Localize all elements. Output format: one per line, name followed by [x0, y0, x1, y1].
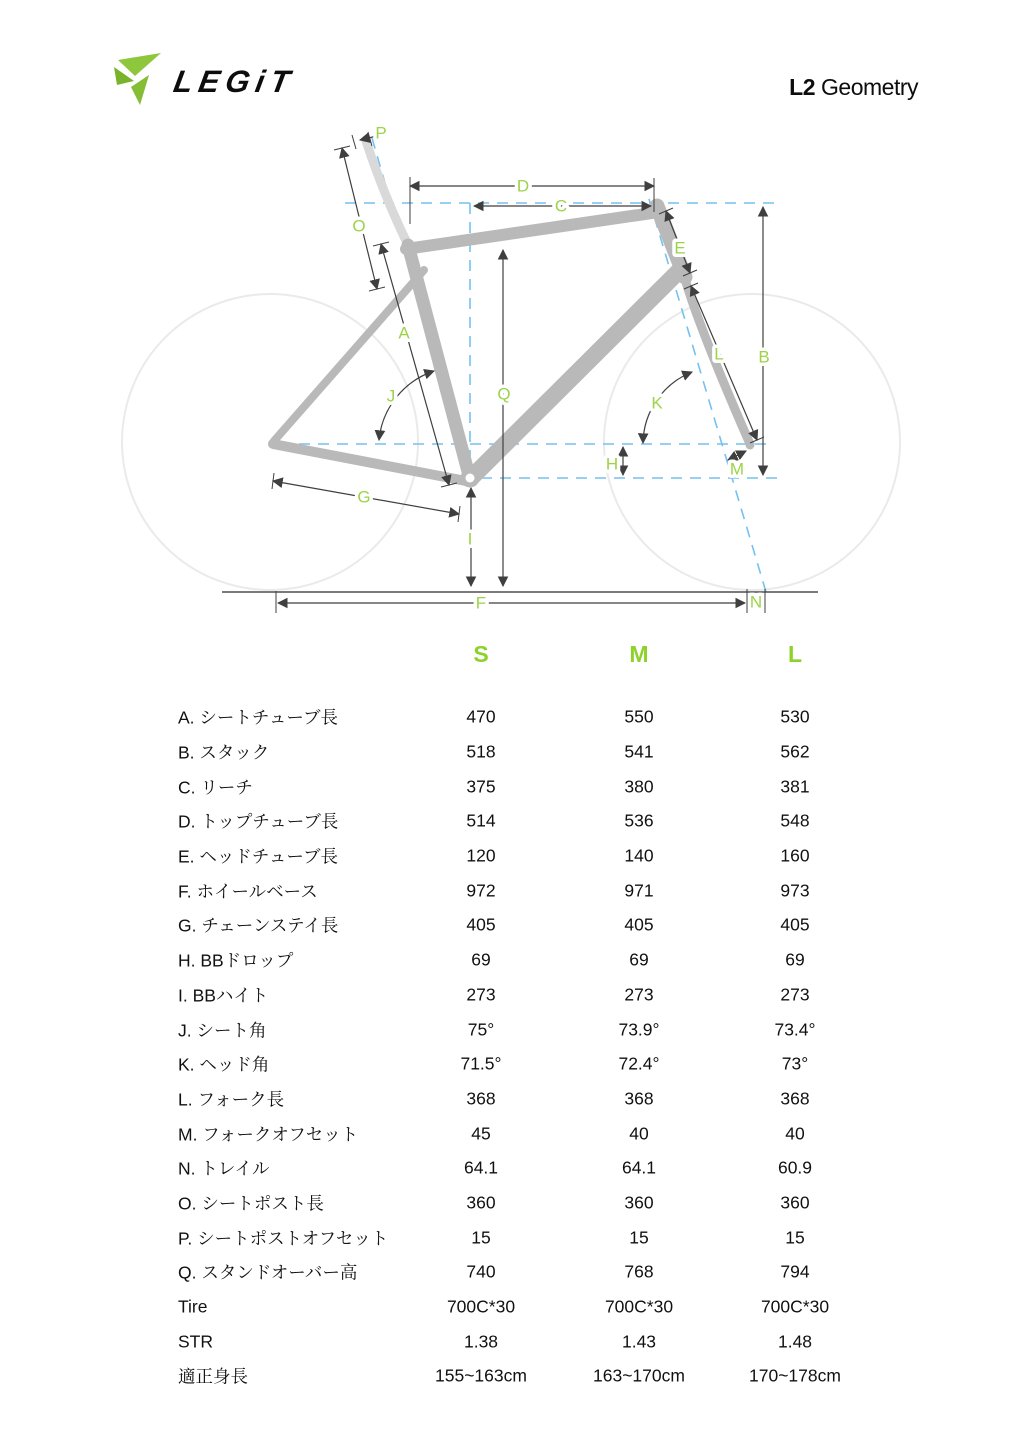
row-value-s: 120 — [466, 845, 496, 866]
row-label: C. リーチ — [178, 777, 253, 798]
row-value-l: 170~178cm — [749, 1365, 841, 1386]
row-value-m: 1.43 — [621, 1331, 657, 1352]
dim-label-m: M — [729, 459, 745, 479]
row-value-m: 72.4° — [618, 1053, 660, 1074]
table-row — [0, 1255, 1024, 1290]
row-value-m: 768 — [624, 1261, 654, 1282]
dim-label-f: F — [475, 593, 487, 613]
row-value-m: 360 — [624, 1192, 654, 1213]
row-label: STR — [178, 1331, 213, 1352]
dim-label-d: D — [516, 176, 530, 196]
table-row — [0, 839, 1024, 874]
table-row — [0, 873, 1024, 908]
row-value-l: 368 — [780, 1088, 810, 1109]
row-value-m: 163~170cm — [593, 1365, 685, 1386]
table-row — [0, 1186, 1024, 1221]
row-value-l: 160 — [780, 845, 810, 866]
row-value-l: 381 — [780, 776, 810, 797]
row-label: O. シートポスト長 — [178, 1193, 324, 1214]
dim-arc-j — [379, 371, 434, 440]
row-value-s: 75° — [467, 1019, 495, 1040]
row-value-m: 368 — [624, 1088, 654, 1109]
table-row — [0, 978, 1024, 1013]
geometry-table-body — [0, 700, 1024, 1394]
row-value-m: 73.9° — [618, 1019, 660, 1040]
row-label: L. フォーク長 — [178, 1089, 285, 1110]
row-value-s: 700C*30 — [446, 1296, 516, 1317]
dimension-lines — [272, 132, 765, 613]
top-tube — [406, 212, 659, 249]
dim-label-j: J — [386, 386, 396, 406]
seatpost — [366, 141, 409, 247]
row-value-l: 360 — [780, 1192, 810, 1213]
row-value-s: 155~163cm — [435, 1365, 527, 1386]
row-value-m: 550 — [624, 706, 654, 727]
table-row — [0, 1012, 1024, 1047]
dim-label-k: K — [651, 393, 663, 413]
row-value-s: 1.38 — [463, 1331, 499, 1352]
dimension-labels — [352, 124, 769, 613]
table-row — [0, 1047, 1024, 1082]
row-value-m: 69 — [629, 949, 649, 970]
row-value-m: 971 — [624, 880, 654, 901]
row-value-l: 73° — [781, 1053, 809, 1074]
table-row — [0, 1324, 1024, 1359]
dim-label-g: G — [357, 487, 371, 507]
table-row — [0, 943, 1024, 978]
size-header-m: M — [629, 641, 649, 667]
row-value-l: 794 — [780, 1261, 810, 1282]
row-label: Tire — [178, 1296, 208, 1317]
row-value-s: 64.1 — [463, 1157, 499, 1178]
row-value-m: 273 — [624, 984, 654, 1005]
row-value-l: 530 — [780, 706, 810, 727]
row-label: P. シートポストオフセット — [178, 1228, 389, 1249]
row-value-l: 69 — [785, 949, 805, 970]
table-row — [0, 1290, 1024, 1325]
row-value-l: 973 — [780, 880, 810, 901]
row-value-s: 45 — [471, 1123, 491, 1144]
bike-geometry-diagram — [0, 0, 1024, 630]
row-value-s: 273 — [466, 984, 496, 1005]
row-value-s: 15 — [471, 1227, 491, 1248]
row-label: D. トップチューブ長 — [178, 811, 339, 832]
guide-steering-axis — [649, 199, 766, 592]
table-row — [0, 1082, 1024, 1117]
row-value-m: 40 — [629, 1123, 649, 1144]
dim-label-p: P — [375, 123, 387, 143]
row-label: N. トレイル — [178, 1158, 270, 1179]
row-value-l: 60.9 — [777, 1157, 813, 1178]
title-text: Geometry — [821, 74, 918, 100]
row-value-s: 360 — [466, 1192, 496, 1213]
row-value-l: 15 — [785, 1227, 805, 1248]
dim-label-h: H — [605, 454, 619, 474]
dim-label-c: C — [554, 196, 568, 216]
row-value-s: 470 — [466, 706, 496, 727]
table-row — [0, 1151, 1024, 1186]
row-value-s: 405 — [466, 914, 496, 935]
table-row — [0, 700, 1024, 735]
table-row — [0, 735, 1024, 770]
row-label: K. ヘッド角 — [178, 1054, 270, 1075]
table-row — [0, 804, 1024, 839]
table-row — [0, 1116, 1024, 1151]
row-value-s: 71.5° — [460, 1053, 502, 1074]
row-value-m: 380 — [624, 776, 654, 797]
row-value-s: 368 — [466, 1088, 496, 1109]
row-label: I. BBハイト — [178, 985, 269, 1006]
dim-label-b: B — [758, 347, 770, 367]
dim-label-a: A — [398, 323, 410, 343]
row-label: J. シート角 — [178, 1020, 267, 1041]
row-value-s: 972 — [466, 880, 496, 901]
model-name: L2 — [789, 74, 816, 100]
dim-label-e: E — [674, 238, 686, 258]
rear-dropout — [269, 439, 278, 448]
size-header-s: S — [473, 641, 489, 667]
dim-label-o: O — [352, 216, 366, 236]
dim-line-l — [691, 286, 757, 440]
chain-stay — [273, 444, 466, 481]
row-value-s: 514 — [466, 810, 496, 831]
dim-p-tick1 — [352, 135, 356, 149]
row-value-m: 140 — [624, 845, 654, 866]
row-value-m: 541 — [624, 741, 654, 762]
table-row — [0, 908, 1024, 943]
row-value-m: 405 — [624, 914, 654, 935]
row-value-m: 15 — [629, 1227, 649, 1248]
row-label: 適正身長 — [178, 1366, 248, 1387]
row-label: B. スタック — [178, 742, 270, 763]
row-value-m: 700C*30 — [604, 1296, 674, 1317]
row-value-l: 405 — [780, 914, 810, 935]
row-label: E. ヘッドチューブ長 — [178, 846, 338, 867]
bottom-bracket-hole — [466, 474, 475, 483]
row-value-l: 1.48 — [777, 1331, 813, 1352]
row-value-l: 40 — [785, 1123, 805, 1144]
table-row — [0, 1359, 1024, 1394]
logo-text: LEGiT — [171, 64, 299, 99]
dim-label-i: I — [467, 529, 473, 549]
row-value-s: 375 — [466, 776, 496, 797]
row-value-l: 700C*30 — [760, 1296, 830, 1317]
row-value-l: 73.4° — [774, 1019, 816, 1040]
row-label: F. ホイールベース — [178, 881, 318, 902]
row-value-s: 518 — [466, 741, 496, 762]
row-value-m: 64.1 — [621, 1157, 657, 1178]
row-value-s: 69 — [471, 949, 491, 970]
row-value-l: 548 — [780, 810, 810, 831]
row-label: G. チェーンステイ長 — [178, 915, 339, 936]
table-row — [0, 769, 1024, 804]
row-value-l: 273 — [780, 984, 810, 1005]
dim-label-n: N — [749, 592, 763, 612]
row-value-l: 562 — [780, 741, 810, 762]
row-value-m: 536 — [624, 810, 654, 831]
row-label: H. BBドロップ — [178, 950, 294, 971]
row-label: M. フォークオフセット — [178, 1124, 359, 1145]
row-label: Q. スタンドオーバー高 — [178, 1262, 358, 1283]
bike-frame — [269, 141, 755, 488]
row-label: A. シートチューブ長 — [178, 707, 338, 728]
dim-label-l: L — [714, 344, 724, 364]
row-value-s: 740 — [466, 1261, 496, 1282]
dim-label-q: Q — [497, 384, 511, 404]
size-header-l: L — [787, 641, 803, 667]
table-row — [0, 1220, 1024, 1255]
